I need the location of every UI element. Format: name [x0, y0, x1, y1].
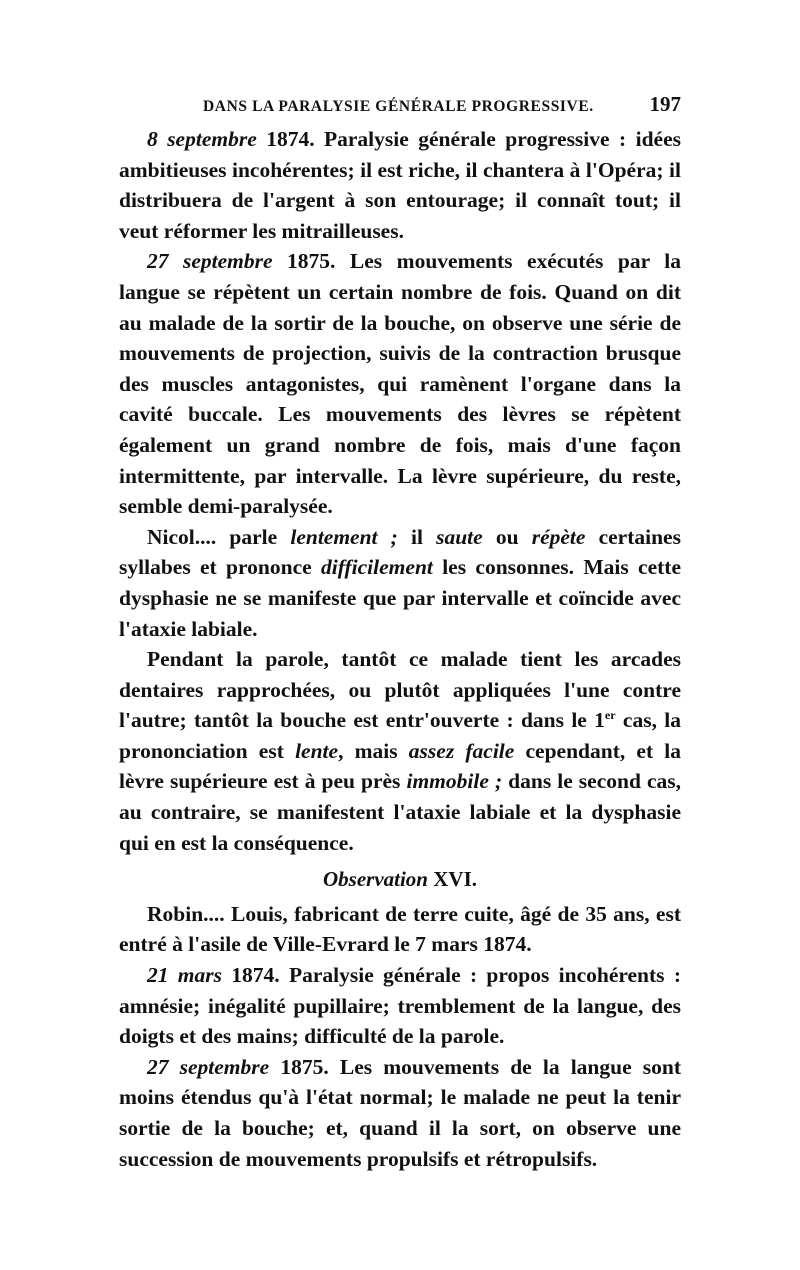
text-run: il: [397, 524, 437, 549]
paragraph-27-septembre: [119, 246, 681, 521]
observation-label: Observation: [322, 867, 428, 892]
text-run: certaines syllabes et prononce: [119, 524, 681, 580]
entry-date: 21 mars: [147, 963, 223, 988]
observation-number: XVI.: [433, 867, 477, 892]
entry-date: 27 septembre: [147, 249, 273, 274]
italic-run: immobile ;: [406, 769, 503, 794]
running-header: [203, 92, 681, 117]
page-number: 197: [649, 92, 681, 116]
text-run: dans le second cas, au contraire, se manifestent l'ataxie labiale et la dysphasie qui en est la conséquence.: [119, 769, 682, 855]
running-title: DANS LA PARALYSIE GÉNÉRALE PROGRESSIVE.: [203, 98, 594, 115]
italic-run: assez facile: [408, 738, 515, 763]
paragraph-pendant-la-parole: [119, 644, 681, 858]
paragraph-robin: [119, 899, 681, 960]
text-run: Nicol.... parle: [147, 524, 291, 549]
page-body: [119, 124, 681, 1174]
italic-run: lentement ;: [290, 524, 398, 549]
superscript: er: [604, 708, 616, 723]
italic-run: lente: [295, 738, 339, 763]
text-run: , mais: [338, 738, 409, 763]
paragraph-nicol: [119, 522, 681, 644]
entry-date: 27 septembre: [147, 1054, 270, 1079]
entry-date: 8 septembre: [147, 127, 257, 151]
paragraph-text: 1875. Les mouvements exécutés par la langue se répètent un certain nombre de fois. Quand on dit au malade de la sortir de la bouche, on observe une série de mouvements de projection, suivis de la contraction brusque des muscles antagonistes, qui ramènent l'organe dans la cavité buccale. Les mouvements des lèvres se répètent également un grand nombre de fois, mais d'une façon intermittente, par intervalle. La lèvre supérieure, du reste, semble demi-paralysée.: [119, 249, 681, 519]
paragraph-text: 1874. Paralysie générale : propos incohérents : amnésie; inégalité pupillaire; tremblement de la langue, des doigts et des mains; difficulté de la parole.: [119, 963, 681, 1049]
paragraph-21-mars: [119, 960, 681, 1052]
text-run: Pendant la parole, tantôt ce malade tient les arcades dentaires rapprochées, ou plutôt appliquées l'une contre l'autre; tantôt la bouche est entr'ouverte : dans le 1: [119, 647, 681, 733]
paragraph-text: 1874. Paralysie générale progressive : idées ambitieuses incohérentes; il est riche, il chantera à l'Opéra; il distribuera de l'argent à son entourage; il connaît tout; il veut réformer les mitrailleuses.: [119, 127, 681, 243]
text-run: cas, la prononciation est: [119, 708, 681, 763]
paragraph-8-septembre: [119, 124, 681, 246]
paragraph-27-septembre-1875: [119, 1052, 681, 1174]
paragraph-text: Robin.... Louis, fabricant de terre cuite, âgé de 35 ans, est entré à l'asile de Ville-Evrard le 7 mars 1874.: [119, 901, 681, 957]
italic-run: difficilement: [321, 555, 433, 580]
italic-run: saute: [436, 524, 483, 549]
text-run: cependant, et la lèvre supérieure est à peu près: [119, 738, 682, 794]
italic-run: répète: [531, 524, 586, 549]
observation-heading: [119, 864, 681, 895]
text-run: ou: [482, 524, 532, 549]
text-run: les consonnes. Mais cette dysphasie ne se manifeste que par intervalle et coïncide avec l'ataxie labiale.: [119, 555, 682, 641]
paragraph-text: 1875. Les mouvements de la langue sont moins étendus qu'à l'état normal; le malade ne peut la tenir sortie de la bouche; et, quand il la sort, on observe une succession de mouvements propulsifs et rétropulsifs.: [119, 1054, 682, 1171]
